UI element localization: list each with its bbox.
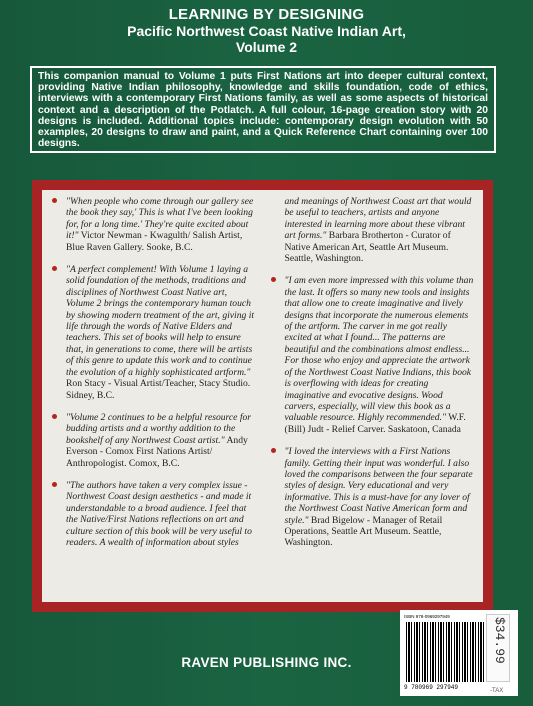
bullet-icon (52, 414, 57, 419)
review-attribution: Brad Bigelow - Manager of Retail Operations, Seattle Art Museum. Seattle, Washington. (284, 514, 443, 549)
reviews-column-right (271, 196, 476, 602)
review-quote (52, 412, 257, 469)
review-text: "The authors have taken a very complex issue - Northwest Coast design aesthetics - and made it understandable to a broad audience. I feel that the Native/First Nations reflections on art and culture section of this book will be very useful to readers. A wealth of information about styles (66, 479, 252, 548)
review-attribution: Barbara Brotherton - Curator of Native American Art, Seattle Art Museum. Seattle, Washington. (284, 230, 451, 265)
reviews-column-left (52, 196, 257, 602)
review-attribution: Andy Everson - Comox First Nations Artist/ Anthropologist. Comox, B.C. (66, 434, 248, 469)
bullet-icon (271, 448, 276, 453)
book-title-line-2: Volume 2 (235, 39, 298, 55)
price-sticker (486, 614, 510, 682)
review-quote-continued (271, 196, 476, 264)
book-title-line-1: Pacific Northwest Coast Native Indian Art, (127, 23, 406, 39)
review-text: "I loved the interviews with a First Nations family. Getting their input was wonderful. I also loved the comparisons between the four separate styles of design. Very educational and very informative. This is a must-have for any lover of the Northwest Coast Native American form and style." (284, 446, 473, 526)
barcode-digits: 9 780969 297949 (404, 684, 459, 691)
publisher-name: RAVEN PUBLISHING INC. (181, 655, 352, 670)
barcode-icon (406, 622, 484, 682)
review-attribution: Ron Stacy - Visual Artist/Teacher, Stacy Studio. Sidney, B.C. (66, 378, 251, 401)
review-text: "I am even more impressed with this volume than the last. It offers so many new tools and insights that allow one to create imaginative and lively designs that incorporate the numerous elements of the artform. The carver in me got really excited at what I found... The patterns are beautiful and the combinations almost endless... For those who enjoy and appreciate the artwork of the Northwest Coast Native Indians, this book is overflowing with ideas for creating imaginative and evocative designs. Wood carvers, especially, will view this book as a valuable resource. Highly recommended." (284, 275, 474, 424)
review-quote (52, 480, 257, 548)
price-tax-note: -TAX (490, 688, 504, 694)
price-text: $34.99 (492, 617, 507, 664)
review-text: "A perfect complement! With Volume 1 laying a solid foundation of the methods, traditions and disciplines of Northwest Coast Native art, Volume 2 brings the contemporary human touch by showing modern treatment of the art, giving it life through the words of Native Elders and teachers. This set of books will help to ensure that, in generations to come, there will be artists of this genre to update this work and to continue the evolution of a highly sophisticated artform." (66, 264, 255, 378)
review-text: "When people who come through our gallery see the book they say,' This is what I've been looking for, for a long time.' They're quite excited about it!" (66, 196, 254, 242)
description-box (30, 66, 496, 153)
bullet-icon (52, 482, 57, 487)
book-title (0, 23, 533, 55)
review-text: "Volume 2 continues to be a helpful resource for budding artists and a worthy addition to the bookshelf of any Northwest Coast artist." (66, 411, 252, 446)
review-quote (52, 264, 257, 401)
review-text: and meanings of Northwest Coast art that would be useful to teachers, artists and anyone interested in learning more about these vibrant art forms." (284, 196, 472, 242)
review-attribution: Victor Newman - Kwagulth/ Salish Artist, Blue Raven Gallery. Sooke, B.C. (66, 230, 243, 253)
series-title: LEARNING BY DESIGNING (168, 6, 365, 23)
review-quote (271, 446, 476, 549)
bullet-icon (52, 266, 57, 271)
description-text: This companion manual to Volume 1 puts First Nations art into deeper cultural context, providing Native Indian philosophy, knowledge and skills foundation, code of ethics, interviews with a contemporary First Nations family, as well as some aspects of historical context and a description of the Potlatch. A full colour, 16-page creation story with 20 designs is included. Additional topics include: contemporary design evolution with 50 examples, 20 designs to draw and paint, and a Quick Reference Chart containing over 100 designs. (38, 71, 488, 150)
bullet-icon (271, 277, 276, 282)
review-quote (52, 196, 257, 253)
isbn-text: ISBN 978-0969297949 (404, 614, 450, 619)
reviews-panel-inner (42, 190, 483, 602)
bullet-icon (52, 198, 57, 203)
review-attribution: W.F. (Bill) Judt - Relief Carver. Saskatoon, Canada (284, 412, 466, 435)
reviews-panel (32, 180, 493, 612)
review-quote (271, 275, 476, 435)
